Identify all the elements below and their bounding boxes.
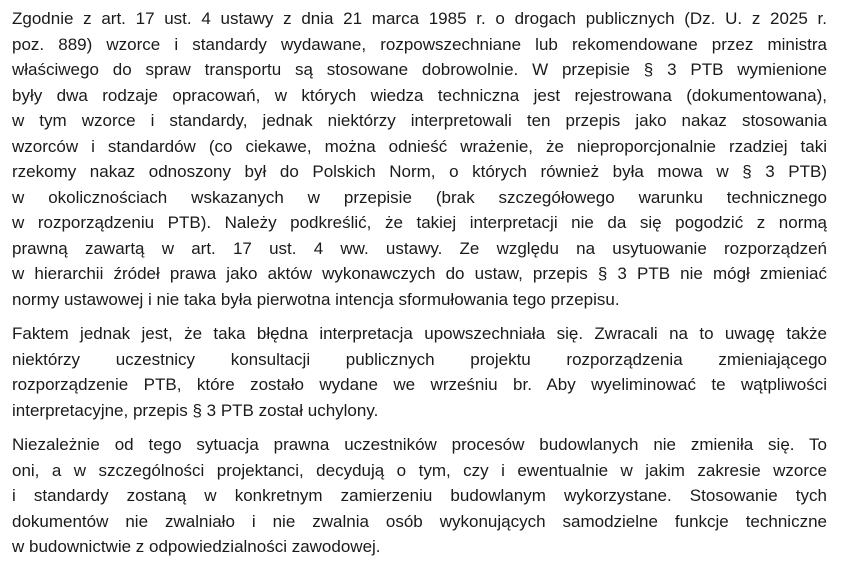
text-line: rozporządzenie PTB, które zostało wydane we wrześniu br. Aby wyeliminować te wątpliwości xyxy=(12,375,827,394)
text-line: Zgodnie z art. 17 ust. 4 ustawy z dnia 21 marca 1985 r. o drogach publicznych (Dz. U. z 2025 r. xyxy=(12,9,827,28)
text-line: niektórzy uczestnicy konsultacji publicznych projektu rozporządzenia zmieniającego xyxy=(12,349,827,369)
paragraph-3 xyxy=(12,432,827,560)
text-line: w okolicznościach wskazanych w przepisie (brak szczegółowego warunku technicznego xyxy=(12,187,827,207)
text-line: w rozporządzeniu PTB). Należy podkreślić, że takiej interpretacji nie da się pogodzić z normą xyxy=(12,213,827,232)
text-line: poz. 889) wzorce i standardy wydawane, rozpowszechniane lub rekomendowane przez ministra xyxy=(12,34,827,54)
text-line: oni, a w szczególności projektanci, decydują o tym, czy i ewentualnie w jakim zakresie wzorce xyxy=(12,460,827,480)
text-line: normy ustawowej i nie taka była pierwotna intencja sformułowania tego przepisu. xyxy=(12,289,620,309)
text-line: Faktem jednak jest, że taka błędna interpretacja upowszechniała się. Zwracali na to uwagę także xyxy=(12,324,827,343)
text-line: rzekomy nakaz odnoszony był do Polskich Norm, o których również była mowa w § 3 PTB) xyxy=(12,162,827,181)
text-line: w hierarchii źródeł prawa jako aktów wykonawczych do ustaw, przepis § 3 PTB nie mógł zmieniać xyxy=(12,264,827,283)
text-line: wzorców i standardów (co ciekawe, można odnieść wrażenie, że nieproporcjonalnie rzadziej taki xyxy=(12,136,827,156)
text-line: prawną zawartą w art. 17 ust. 4 ww. ustawy. Ze względu na usytuowanie rozporządzeń xyxy=(12,238,827,258)
text-line: interpretacyjne, przepis § 3 PTB został uchylony. xyxy=(12,400,379,420)
paragraph-1 xyxy=(12,6,827,312)
text-line: były dwa rodzaje opracowań, w których wiedza techniczna jest rejestrowana (dokumentowana), xyxy=(12,85,827,105)
text-line: Niezależnie od tego sytuacja prawna uczestników procesów budowlanych nie zmieniła się. To xyxy=(12,435,827,454)
paragraph-2 xyxy=(12,321,827,423)
text-line: w tym wzorce i standardy, jednak niektórzy interpretowali ten przepis jako nakaz stosowania xyxy=(12,111,827,130)
text-line: właściwego do spraw transportu są stosowane dobrowolnie. W przepisie § 3 PTB wymienione xyxy=(12,60,827,79)
text-line: w budownictwie z odpowiedzialności zawodowej. xyxy=(12,537,381,556)
text-line: dokumentów nie zwalniało i nie zwalnia osób wykonujących samodzielne funkcje techniczne xyxy=(12,511,827,531)
text-line: i standardy zostaną w konkretnym zamierzeniu budowlanym wykorzystane. Stosowanie tych xyxy=(12,486,827,505)
